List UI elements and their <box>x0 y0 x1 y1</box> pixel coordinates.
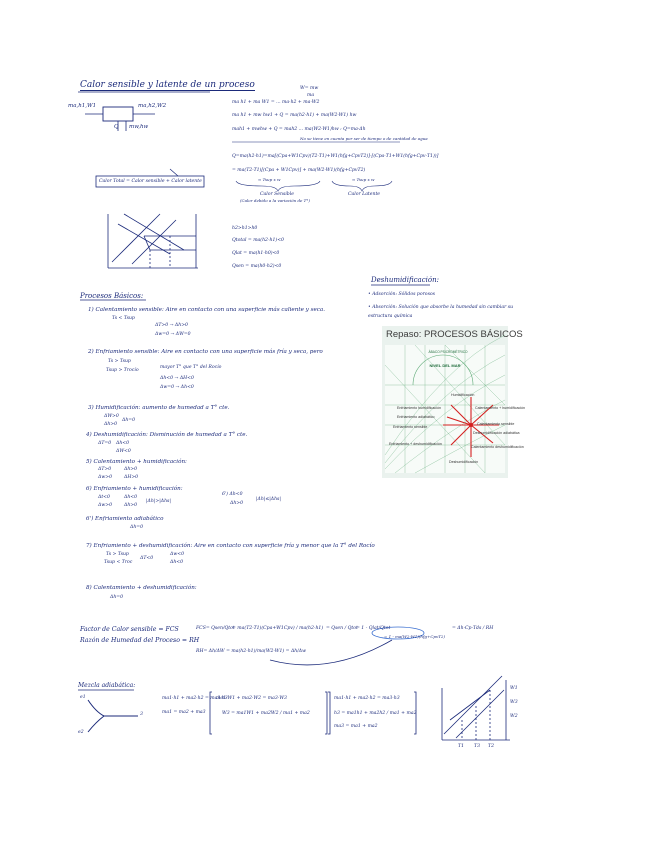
fcs-eq-5: = 1 - ma(W2-W1)(hfg+CpvT2) <box>384 634 445 639</box>
proceso-3: 3) Humidificación: aumento de humedad a T° cte. <box>88 405 230 411</box>
mix-eq-4: W3 = ma1W1 + ma2W2 / ma1 + ma2 <box>222 711 310 716</box>
mix-eq-7: ma3 = ma1 + ma2 <box>334 724 378 729</box>
mix-w-2: W2 <box>510 714 518 719</box>
relation-4: Qsen = ma(h0-h2)<0 <box>232 264 282 269</box>
calor-latente-label: Calor Latente <box>348 192 381 197</box>
fcs-eq-4: = 1 - Qlat/Qtot <box>356 626 391 631</box>
mix-eq-6: h3 = ma1h1 + ma2h2 / ma1 + ma2 <box>334 711 417 716</box>
label-enfriamiento-adiabatico: Enfriamiento adiabático <box>397 415 435 419</box>
proceso-6-a: Δt<0 <box>98 495 110 500</box>
mix-eq-3: ma1·W1 + ma2·W2 = ma3·W3 <box>216 696 287 701</box>
equation-5: = ma(T2-T1)[(Cpa + W1Cpv)] + ma(W2-W1)(hfg+CpvT2) <box>232 168 366 173</box>
fcs-title: Factor de Calor sensible = FCS <box>80 626 179 633</box>
proceso-3-a: ΔW>0 <box>104 414 119 419</box>
proceso-6p-a: Δh=0 <box>130 525 144 530</box>
proceso-6: 6) Enfriamiento + humidificación: <box>86 486 183 492</box>
label-enfriamiento-humidificacion: Enfriamiento humidificación <box>397 406 441 410</box>
proceso-2-b: Δw=0 → Δh<0 <box>160 385 194 390</box>
proceso-4-c: ΔW<0 <box>116 449 131 454</box>
mix-axis-t3: T3 <box>474 744 480 749</box>
proceso-4-b: Δh<0 <box>116 441 130 446</box>
proceso-2: 2) Enfriamiento sensible: Aire en contacto con una superficie más fría y seca, pero <box>88 349 323 355</box>
mix-title: Mezcla adiabática: <box>78 682 136 689</box>
proceso-6-f: 6') Δh<0 <box>222 492 243 497</box>
mix-axis-t1: T1 <box>458 744 464 749</box>
mix-axis-t2: T2 <box>488 744 494 749</box>
label-enfriamiento-deshumidificacion: Enfriamiento + deshumidificación <box>389 442 442 446</box>
deshum-title: Deshumidificación: <box>371 276 439 284</box>
box-q-label: Q <box>114 124 119 130</box>
box-in-label: ma,h1,W1 <box>68 103 97 109</box>
proceso-7-c: Δh<0 <box>170 560 184 565</box>
psychrometric-chart <box>385 345 526 473</box>
mix-point-3: 3 <box>140 712 143 717</box>
proceso-1-cond: Ts < Tsup <box>112 316 135 321</box>
proceso-7-cond-1: Ts > Tsup <box>106 552 129 557</box>
calor-sensible-label: Calor Sensible <box>260 192 294 197</box>
relation-3: Qlat = ma(h1-h0)<0 <box>232 251 280 256</box>
box-mw-label: mw,hw <box>129 124 149 130</box>
fcs-eq-2: = ma(T2-T1)(Cpa+W1Cpv) / ma(h2-h1) <box>232 626 324 631</box>
mix-w-1: W1 <box>510 686 518 691</box>
ratio-top: W= mw <box>300 86 319 91</box>
equation-5-b: ≈ Tsup x w <box>352 177 375 182</box>
proceso-6-g: Δh>0 <box>230 501 244 506</box>
proceso-5: 5) Calentamiento + humidificación: <box>86 459 187 465</box>
proceso-6-e: |Δh|>|Δhs| <box>146 499 171 504</box>
mix-psychro-sketch <box>442 676 510 740</box>
mix-w-3: W3 <box>510 700 518 705</box>
calor-total-text: Calor Total = Calor sensible + Calor latente <box>99 179 202 184</box>
proceso-4-a: ΔT=0 <box>98 441 112 446</box>
equation-4: Q=ma(h2-h1)=ma[(Cpa+W1Cpv)(T2-T1)+W1(hfg+CpvT2)]-[(Cpa·T1+W1(hfg+Cpv·T1))] <box>232 154 439 159</box>
relation-2: Qtotal = ma(h2-h1)<0 <box>232 238 284 243</box>
proceso-7: 7) Enfriamiento + deshumidificación: Aire en contacto con superficie fría y menor que la T° del Rocío <box>86 543 375 549</box>
proceso-6-c: Δh<0 <box>124 495 138 500</box>
proceso-2-cond-2: Tsup > Trocío <box>106 368 139 373</box>
label-calentamiento-sensible: Calentamiento sensible <box>477 422 515 426</box>
page-title: Calor sensible y latente de un proceso <box>80 80 255 90</box>
proceso-3-b: Δh>0 <box>104 422 118 427</box>
label-calentamiento-humidificacion: Calentamiento + humidificación <box>475 406 526 410</box>
chart-header: ÁBACO PSICROMÉTRICO <box>428 350 468 354</box>
equation-3-note: No se tiene en cuenta por ser de tiempo o de cantidad de agua <box>300 136 428 141</box>
proceso-6-h: |Δh|≤|Δhs| <box>256 497 281 502</box>
label-humidificacion: Humidificación <box>451 393 475 397</box>
mix-point-2: e2 <box>78 730 84 735</box>
control-volume-box <box>103 107 133 121</box>
proceso-2-extra: mayor T° que T° del Rocío <box>160 365 222 370</box>
ratio-bot: ma <box>307 93 315 98</box>
proceso-5-c: Δh>0 <box>124 467 138 472</box>
equation-5-a: ≈ Tsup x w <box>258 177 281 182</box>
proceso-7-cond-2: Tsup < Troc <box>104 560 133 565</box>
box-out-label: ma,h2,W2 <box>138 103 167 109</box>
proceso-2-cond-1: Ts > Tsup <box>108 359 131 364</box>
mix-eq-2: ma1 = ma2 + ma3 <box>162 710 206 715</box>
rh-eq: RH= Δh/ΔW = ma(h2-h1)/ma(W2-W1) = Δh/Δw <box>196 649 307 654</box>
fcs-eq-3: = Qsen / Qtot <box>326 626 358 631</box>
fcs-eq-6: = Δh·Cp·Tds / RH <box>452 626 494 631</box>
equation-1: ma h1 + ma W1 = ... ma·h2 + ma·W2 <box>232 100 320 105</box>
mix-eq-5: ma1·h1 + ma2·h2 = ma3·h3 <box>334 696 400 701</box>
equation-2: ma h1 + mw hw1 + Q = ma(h2-h1) + ma(W2-W1) hw <box>232 113 357 118</box>
mix-sketch <box>88 700 138 732</box>
proceso-3-c: Δh=0 <box>122 418 136 423</box>
mix-point-1: e1 <box>80 695 86 700</box>
label-enfriamiento-sensible: Enfriamiento sensible <box>393 425 428 429</box>
proceso-5-d: ΔH>0 <box>124 475 139 480</box>
calor-sensible-note: (Calor debido a la variación de T°) <box>240 198 310 203</box>
sensible-latent-sketch <box>108 214 198 268</box>
proceso-6-d: Δh>0 <box>124 503 138 508</box>
fcs-eq-1: FCS= Qsen/Qtot <box>196 626 235 631</box>
proceso-7-b: Δw<0 <box>170 552 185 557</box>
proceso-5-b: Δw>0 <box>98 475 113 480</box>
proceso-7-a: ΔT<0 <box>140 556 154 561</box>
label-deshumidificacion-adiabatica: Deshumidificación adiabática <box>473 431 520 435</box>
relation-1: h2>h1>h0 <box>232 226 258 231</box>
equation-3: mah1 + mwhw + Q = mah2 ... ma(W2-W1)hw : Q=ma·Δh <box>232 127 366 132</box>
proceso-6p: 6') Enfriamiento adiabático <box>86 516 164 522</box>
chart-subheader: NIVEL DEL MAR <box>429 363 461 368</box>
label-deshumidificacion: Deshumidificación <box>449 460 479 464</box>
proceso-8-a: Δh=0 <box>110 595 124 600</box>
mix-eq-1: ma1·h1 + ma2·h2 = ma3·h3 <box>162 696 228 701</box>
proceso-5-a: ΔT>0 <box>98 467 112 472</box>
proceso-1: 1) Calentamiento sensible: Aire en contacto con una superficie más caliente y seca. <box>88 307 326 313</box>
deshum-item-1: • Adsorción: Sólidos porosos <box>368 292 436 297</box>
deshum-item-2: • Absorción: Solución que absorbe la humedad sin cambiar su estructura química <box>368 305 514 319</box>
proceso-6-b: Δw>0 <box>98 503 113 508</box>
proceso-2-a: Δh<0 → ΔH<0 <box>160 376 194 381</box>
procesos-title: Procesos Básicos: <box>80 292 144 300</box>
rh-title: Razón de Humedad del Proceso = RH <box>80 637 200 644</box>
proceso-1-a: ΔT>0 → Δh>0 <box>155 323 188 328</box>
proceso-1-b: Δw=0 → ΔW=0 <box>155 332 191 337</box>
label-calentamiento-deshumidificacion: Calentamiento deshumidificación <box>471 445 524 449</box>
proceso-4: 4) Deshumidificación: Disminución de humedad a T° cte. <box>86 432 248 438</box>
proceso-8: 8) Calentamiento + deshumidificación: <box>86 585 197 591</box>
repaso-title: Repaso: PROCESOS BÁSICOS <box>386 329 523 340</box>
